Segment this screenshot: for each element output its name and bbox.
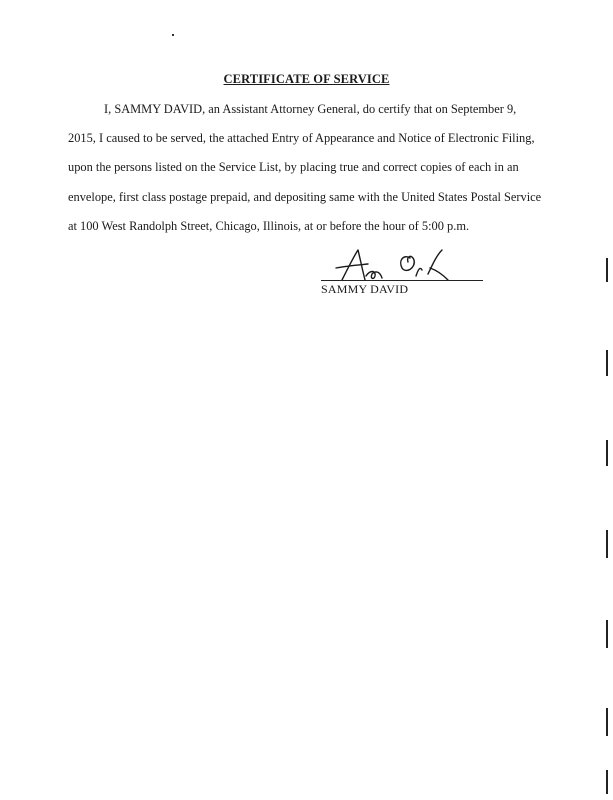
scan-edge-mark [606, 530, 608, 558]
paragraph-line: upon the persons listed on the Service List, by placing true and correct copies of each in an [68, 160, 519, 175]
signer-name: SAMMY DAVID [321, 282, 409, 296]
scan-edge-mark [606, 258, 608, 282]
scan-edge-mark [606, 440, 608, 466]
handwritten-signature [332, 246, 462, 284]
document-title: CERTIFICATE OF SERVICE [223, 72, 390, 86]
scan-edge-mark [606, 708, 608, 736]
signature-line [321, 280, 483, 281]
scan-edge-mark [606, 620, 608, 648]
paragraph-line: I, SAMMY DAVID, an Assistant Attorney General, do certify that on September 9, [104, 102, 517, 116]
paragraph-line: envelope, first class postage prepaid, and depositing same with the United States Postal Service [68, 189, 542, 204]
scan-edge-mark [606, 350, 608, 376]
paragraph-line: at 100 West Randolph Street, Chicago, Illinois, at or before the hour of 5:00 p.m. [68, 218, 470, 233]
paragraph-line: 2015, I caused to be served, the attached Entry of Appearance and Notice of Electronic Filing, [68, 131, 535, 146]
scan-edge-mark [606, 770, 608, 794]
certification-paragraph [68, 95, 546, 241]
scan-speck [172, 34, 174, 36]
